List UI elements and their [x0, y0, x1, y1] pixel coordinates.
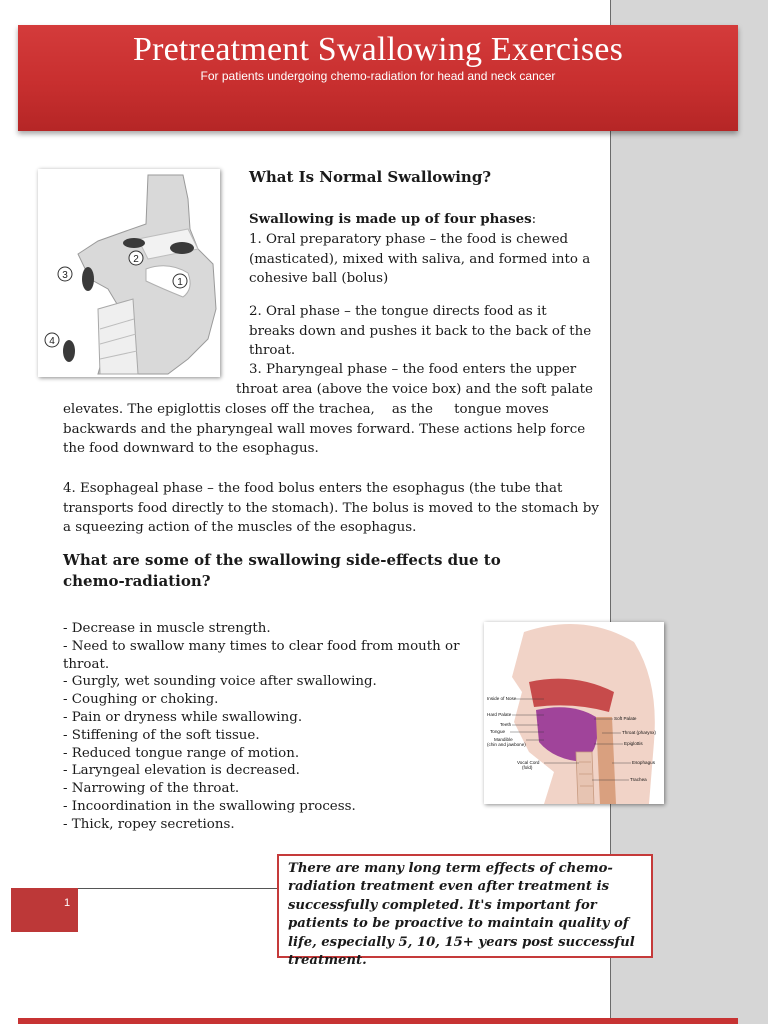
side-effects-heading: What are some of the swallowing side-effects due to chemo-radiation? [63, 551, 501, 590]
list-item: - Gurgly, wet sounding voice after swallowing. [63, 674, 377, 690]
phase-3-text: elevates. The epiglottis closes off the trachea, as the tongue moves backwards and the pharyngeal wall moves forward. These actions help force the food downward to the esophagus. [63, 402, 590, 457]
label-teeth: Teeth [500, 722, 512, 727]
phase-marker-1 [173, 274, 187, 288]
phase-1-text: 1. Oral preparatory phase – the food is chewed (masticated), mixed with saliva, and formed into a cohesive ball (bolus) [249, 232, 591, 287]
label-throat: Throat (pharynx) [622, 730, 656, 735]
normal-swallowing-heading: What Is Normal Swallowing? [249, 168, 492, 186]
phase-marker-2 [129, 251, 143, 265]
page-number-box [11, 888, 78, 932]
phase-3-line-1: 3. Pharyngeal phase – the food enters the upper [249, 362, 577, 377]
label-inside-nose: Inside of Nose [487, 696, 517, 701]
svg-text:3: 3 [62, 270, 68, 281]
label-mandible: Mandible [494, 737, 513, 742]
list-item: - Stiffening of the soft tissue. [63, 727, 260, 743]
svg-text:1: 1 [177, 277, 183, 288]
list-item: - Reduced tongue range of motion. [63, 745, 300, 761]
throat-anatomy-illustration [484, 622, 664, 804]
list-item: - Thick, ropey secretions. [63, 816, 235, 832]
label-trachea: Trachea [630, 777, 647, 782]
list-item: - Pain or dryness while swallowing. [63, 709, 303, 725]
phases-intro [249, 210, 536, 230]
label-esophagus: Esophagus [632, 760, 655, 765]
bottom-accent-bar [18, 1018, 738, 1024]
phase-marker-3 [58, 267, 72, 281]
label-epiglottis: Epiglottis [624, 741, 643, 746]
swallowing-anatomy-illustration [38, 169, 220, 377]
page-number: 1 [64, 897, 71, 909]
phase-4-text: 4. Esophageal phase – the food bolus enters the esophagus (the tube that transports food directly to the stomach). The bolus is moved to the stomach by a squeezing action of the muscles of the esophagus. [63, 481, 599, 536]
page-subtitle: For patients undergoing chemo-radiation for head and neck cancer [200, 69, 556, 83]
list-item: - Need to swallow many times to clear food from mouth or throat. [63, 638, 460, 672]
page-title: Pretreatment Swallowing Exercises [132, 31, 624, 68]
list-item: - Narrowing of the throat. [63, 781, 240, 797]
list-item: - Incoordination in the swallowing process. [63, 798, 356, 814]
list-item: - Coughing or choking. [63, 692, 219, 708]
side-effects-list [63, 620, 468, 834]
label-soft-palate: Soft Palate [614, 716, 637, 721]
phases-intro-colon: : [531, 212, 537, 227]
label-hard-palate: Hard Palate [487, 712, 512, 717]
list-item: - Decrease in muscle strength. [63, 621, 271, 636]
phase-2-text: 2. Oral phase – the tongue directs food as it breaks down and pushes it back to the back of the throat. [249, 304, 592, 359]
label-vocal-cord-note: (fold) [522, 765, 533, 770]
phase-3-line-2: throat area (above the voice box) and the soft palate [236, 382, 593, 397]
svg-text:4: 4 [49, 336, 55, 347]
list-item: - Laryngeal elevation is decreased. [63, 763, 300, 779]
phases-intro-bold: Swallowing is made up of four phases [249, 211, 532, 227]
label-vocal-cord: Vocal Cord [517, 760, 540, 765]
label-tongue: Tongue [490, 729, 506, 734]
long-term-effects-callout: There are many long term effects of chemo-radiation treatment even after treatment is successfully completed. It's important for patients to be proactive to maintain quality of life, especially 5, 10, 15+ years post successful treatment. [277, 854, 653, 958]
svg-text:2: 2 [133, 254, 139, 265]
label-mandible-note: (chin and jawbone) [487, 742, 526, 747]
phase-marker-4 [45, 333, 59, 347]
swallowing-phases-diagram [38, 169, 220, 377]
title-banner [18, 25, 738, 131]
throat-anatomy-figure [484, 622, 664, 804]
